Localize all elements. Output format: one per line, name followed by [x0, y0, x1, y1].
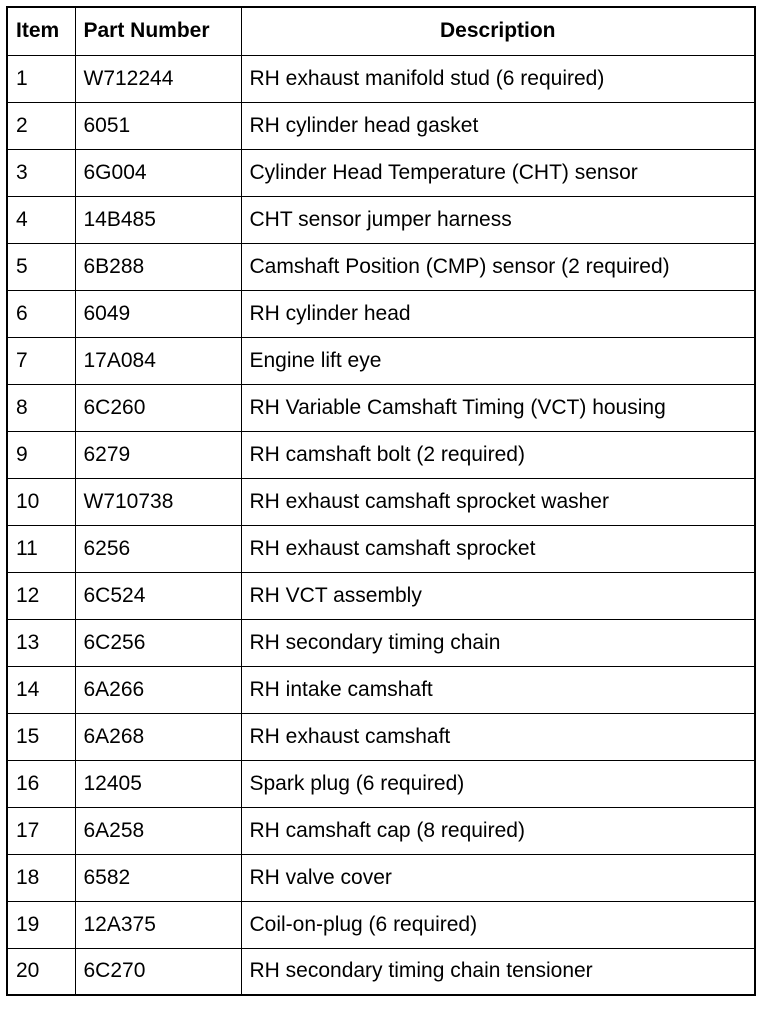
item-cell: 19	[7, 901, 75, 948]
table-row	[7, 713, 755, 760]
part-number-cell: 6582	[75, 854, 241, 901]
table-header	[7, 7, 755, 55]
header-item: Item	[7, 7, 75, 55]
part-number-cell: 17A084	[75, 337, 241, 384]
item-cell: 3	[7, 149, 75, 196]
table-row	[7, 55, 755, 102]
part-number-cell: 12405	[75, 760, 241, 807]
item-cell: 11	[7, 525, 75, 572]
item-cell: 12	[7, 572, 75, 619]
item-cell: 15	[7, 713, 75, 760]
item-cell: 7	[7, 337, 75, 384]
parts-table	[6, 6, 756, 996]
description-cell: Coil-on-plug (6 required)	[241, 901, 755, 948]
table-row	[7, 431, 755, 478]
table-row	[7, 525, 755, 572]
table-row	[7, 948, 755, 995]
item-cell: 8	[7, 384, 75, 431]
item-cell: 10	[7, 478, 75, 525]
part-number-cell: 6G004	[75, 149, 241, 196]
description-cell: RH secondary timing chain tensioner	[241, 948, 755, 995]
part-number-cell: 6A258	[75, 807, 241, 854]
table-row	[7, 290, 755, 337]
description-cell: Spark plug (6 required)	[241, 760, 755, 807]
description-cell: Camshaft Position (CMP) sensor (2 required)	[241, 243, 755, 290]
part-number-cell: 14B485	[75, 196, 241, 243]
part-number-cell: 6A266	[75, 666, 241, 713]
table-body	[7, 55, 755, 995]
header-description: Description	[241, 7, 755, 55]
part-number-cell: 6C260	[75, 384, 241, 431]
item-cell: 2	[7, 102, 75, 149]
table-row	[7, 807, 755, 854]
item-cell: 9	[7, 431, 75, 478]
part-number-cell: 6049	[75, 290, 241, 337]
item-cell: 20	[7, 948, 75, 995]
item-cell: 17	[7, 807, 75, 854]
description-cell: Cylinder Head Temperature (CHT) sensor	[241, 149, 755, 196]
item-cell: 4	[7, 196, 75, 243]
table-row	[7, 760, 755, 807]
item-cell: 1	[7, 55, 75, 102]
description-cell: RH exhaust camshaft sprocket washer	[241, 478, 755, 525]
description-cell: RH camshaft bolt (2 required)	[241, 431, 755, 478]
item-cell: 14	[7, 666, 75, 713]
description-cell: RH VCT assembly	[241, 572, 755, 619]
description-cell: RH secondary timing chain	[241, 619, 755, 666]
part-number-cell: 6A268	[75, 713, 241, 760]
description-cell: RH intake camshaft	[241, 666, 755, 713]
header-row	[7, 7, 755, 55]
header-part-number: Part Number	[75, 7, 241, 55]
part-number-cell: 6279	[75, 431, 241, 478]
table-row	[7, 196, 755, 243]
description-cell: RH cylinder head	[241, 290, 755, 337]
description-cell: RH valve cover	[241, 854, 755, 901]
table-row	[7, 478, 755, 525]
part-number-cell: 12A375	[75, 901, 241, 948]
part-number-cell: 6051	[75, 102, 241, 149]
table-row	[7, 901, 755, 948]
table-row	[7, 572, 755, 619]
item-cell: 18	[7, 854, 75, 901]
part-number-cell: W710738	[75, 478, 241, 525]
table-row	[7, 384, 755, 431]
description-cell: RH exhaust camshaft	[241, 713, 755, 760]
part-number-cell: W712244	[75, 55, 241, 102]
description-cell: RH exhaust manifold stud (6 required)	[241, 55, 755, 102]
part-number-cell: 6256	[75, 525, 241, 572]
description-cell: Engine lift eye	[241, 337, 755, 384]
table-row	[7, 243, 755, 290]
item-cell: 5	[7, 243, 75, 290]
table-row	[7, 337, 755, 384]
table-row	[7, 149, 755, 196]
description-cell: RH camshaft cap (8 required)	[241, 807, 755, 854]
table-row	[7, 854, 755, 901]
item-cell: 13	[7, 619, 75, 666]
table-row	[7, 666, 755, 713]
part-number-cell: 6C256	[75, 619, 241, 666]
table-row	[7, 102, 755, 149]
part-number-cell: 6C524	[75, 572, 241, 619]
description-cell: RH exhaust camshaft sprocket	[241, 525, 755, 572]
item-cell: 16	[7, 760, 75, 807]
part-number-cell: 6C270	[75, 948, 241, 995]
description-cell: RH Variable Camshaft Timing (VCT) housing	[241, 384, 755, 431]
description-cell: CHT sensor jumper harness	[241, 196, 755, 243]
description-cell: RH cylinder head gasket	[241, 102, 755, 149]
part-number-cell: 6B288	[75, 243, 241, 290]
item-cell: 6	[7, 290, 75, 337]
table-row	[7, 619, 755, 666]
